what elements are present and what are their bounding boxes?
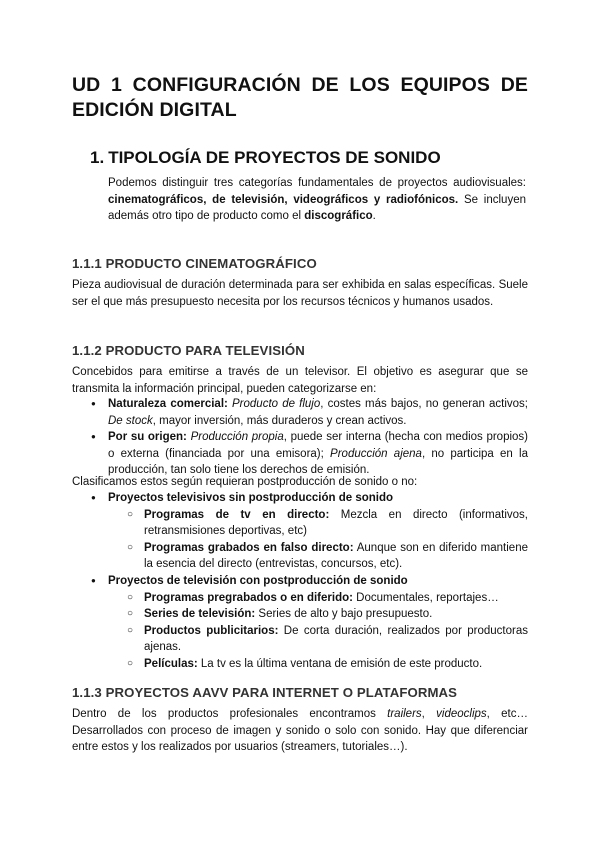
produccion-ajena: Producción ajena: [330, 447, 422, 460]
section-heading: [90, 148, 441, 168]
intro-paragraph: [108, 175, 526, 225]
intro-period: .: [372, 210, 376, 223]
peliculas-label: Películas:: [144, 657, 198, 670]
de-stock: De stock: [108, 414, 153, 427]
television-intro: Concebidos para emitirse a través de un televisor. El objetivo es asegurar que se transmita la información principal, pueden categorizarse en:: [72, 366, 528, 395]
naturaleza-text: , costes más bajos, no generan activos;: [320, 398, 529, 410]
intro-text: Podemos distinguir tres categorías fundamentales de proyectos audiovisuales:: [108, 177, 526, 189]
section-number: 1.: [90, 148, 105, 167]
sublist-con: [144, 590, 528, 673]
list-item-pregrabados: [144, 590, 528, 607]
origen-text-2: , no participa en la producción, tan solo tiene los derechos de emisión.: [108, 447, 528, 477]
series-text: Series de alto y bajo presupuesto.: [255, 608, 433, 621]
group-sin-label: Proyectos televisivos sin postproducción de sonido: [108, 492, 394, 504]
list-item-directo: [144, 507, 528, 540]
pregrabados-text: Documentales, reportajes…: [352, 591, 499, 604]
peliculas-text: La tv es la última ventana de emisión de este producto.: [197, 657, 483, 670]
naturaleza-label: Naturaleza comercial:: [108, 398, 228, 410]
document-title: UD 1 CONFIGURACIÓN DE LOS EQUIPOS DE EDICIÓN DIGITAL: [72, 74, 528, 121]
postproduction-list: [108, 490, 528, 673]
heading-cinematografico: 1.1.1 PRODUCTO CINEMATOGRÁFICO: [72, 256, 317, 271]
list-item-origen: [108, 429, 528, 479]
heading-television: 1.1.2 PRODUCTO PARA TELEVISIÓN: [72, 343, 305, 358]
pregrabados-label: Programas pregrabados o en diferido:: [144, 591, 353, 604]
internet-text-2: , etc… Desarrollados con proceso de imagen y sonido o solo con sonido. Hay que diferenciar entre estos y los realizados por usuarios (streamers, tutoriales…).: [72, 708, 529, 754]
series-label: Series de televisión:: [144, 608, 256, 621]
internet-comma: ,: [421, 708, 437, 720]
internet-text: Dentro de los productos profesionales encontramos: [72, 708, 388, 720]
list-item-series: [144, 606, 528, 623]
trailers: trailers: [387, 708, 422, 720]
producto-flujo: Producto de flujo: [232, 398, 321, 410]
list-item-sin-postproduccion: [108, 490, 528, 573]
intro-discografico: discográfico: [304, 210, 373, 223]
naturaleza-text-2: , mayor inversión, más duraderos y crean activos.: [152, 414, 407, 427]
produccion-propia: Producción propia: [190, 431, 284, 444]
group-con-label: Proyectos de televisión con postproducción de sonido: [108, 574, 408, 587]
falso-directo-label: Programas grabados en falso directo:: [144, 541, 354, 554]
intro-text-2: Se incluyen además otro tipo de producto como el: [108, 193, 526, 223]
publicitarios-label: Productos publicitarios:: [144, 624, 279, 637]
origen-text: , puede ser interna (hecha con medios propios) o externa (financiada por una emisora);: [108, 431, 528, 460]
classify-paragraph: Clasificamos estos según requieran postproducción de sonido o no:: [72, 476, 418, 488]
videoclips: videoclips: [436, 708, 487, 720]
falso-directo-text: Aunque son en diferido mantiene la esencia del directo (entrevistas, concursos, etc).: [144, 541, 528, 571]
heading-internet: 1.1.3 PROYECTOS AAVV PARA INTERNET O PLATAFORMAS: [72, 685, 458, 700]
directo-label: Programas de tv en directo:: [144, 508, 330, 521]
sublist-sin: [144, 507, 528, 573]
list-item-con-postproduccion: [108, 573, 528, 673]
television-categories-list: [108, 396, 528, 479]
internet-paragraph: [72, 706, 528, 756]
list-item-publicitarios: [144, 623, 528, 656]
section-title: TIPOLOGÍA DE PROYECTOS DE SONIDO: [108, 148, 441, 167]
intro-categories: cinematográficos, de televisión, videográficos y radiofónicos.: [108, 193, 459, 206]
list-item-peliculas: [144, 656, 528, 673]
list-item-naturaleza: [108, 396, 528, 429]
publicitarios-text: De corta duración, realizados por productoras ajenas.: [144, 624, 528, 654]
list-item-falso-directo: [144, 540, 528, 573]
directo-text: Mezcla en directo (informativos, retransmisiones deportivas, etc): [144, 508, 528, 538]
origen-label: Por su origen:: [108, 431, 187, 444]
cinematografico-paragraph: Pieza audiovisual de duración determinada para ser exhibida en salas específicas. Suele ser el que más presupuesto necesita por los recursos técnicos y humanos usados.: [72, 279, 528, 308]
